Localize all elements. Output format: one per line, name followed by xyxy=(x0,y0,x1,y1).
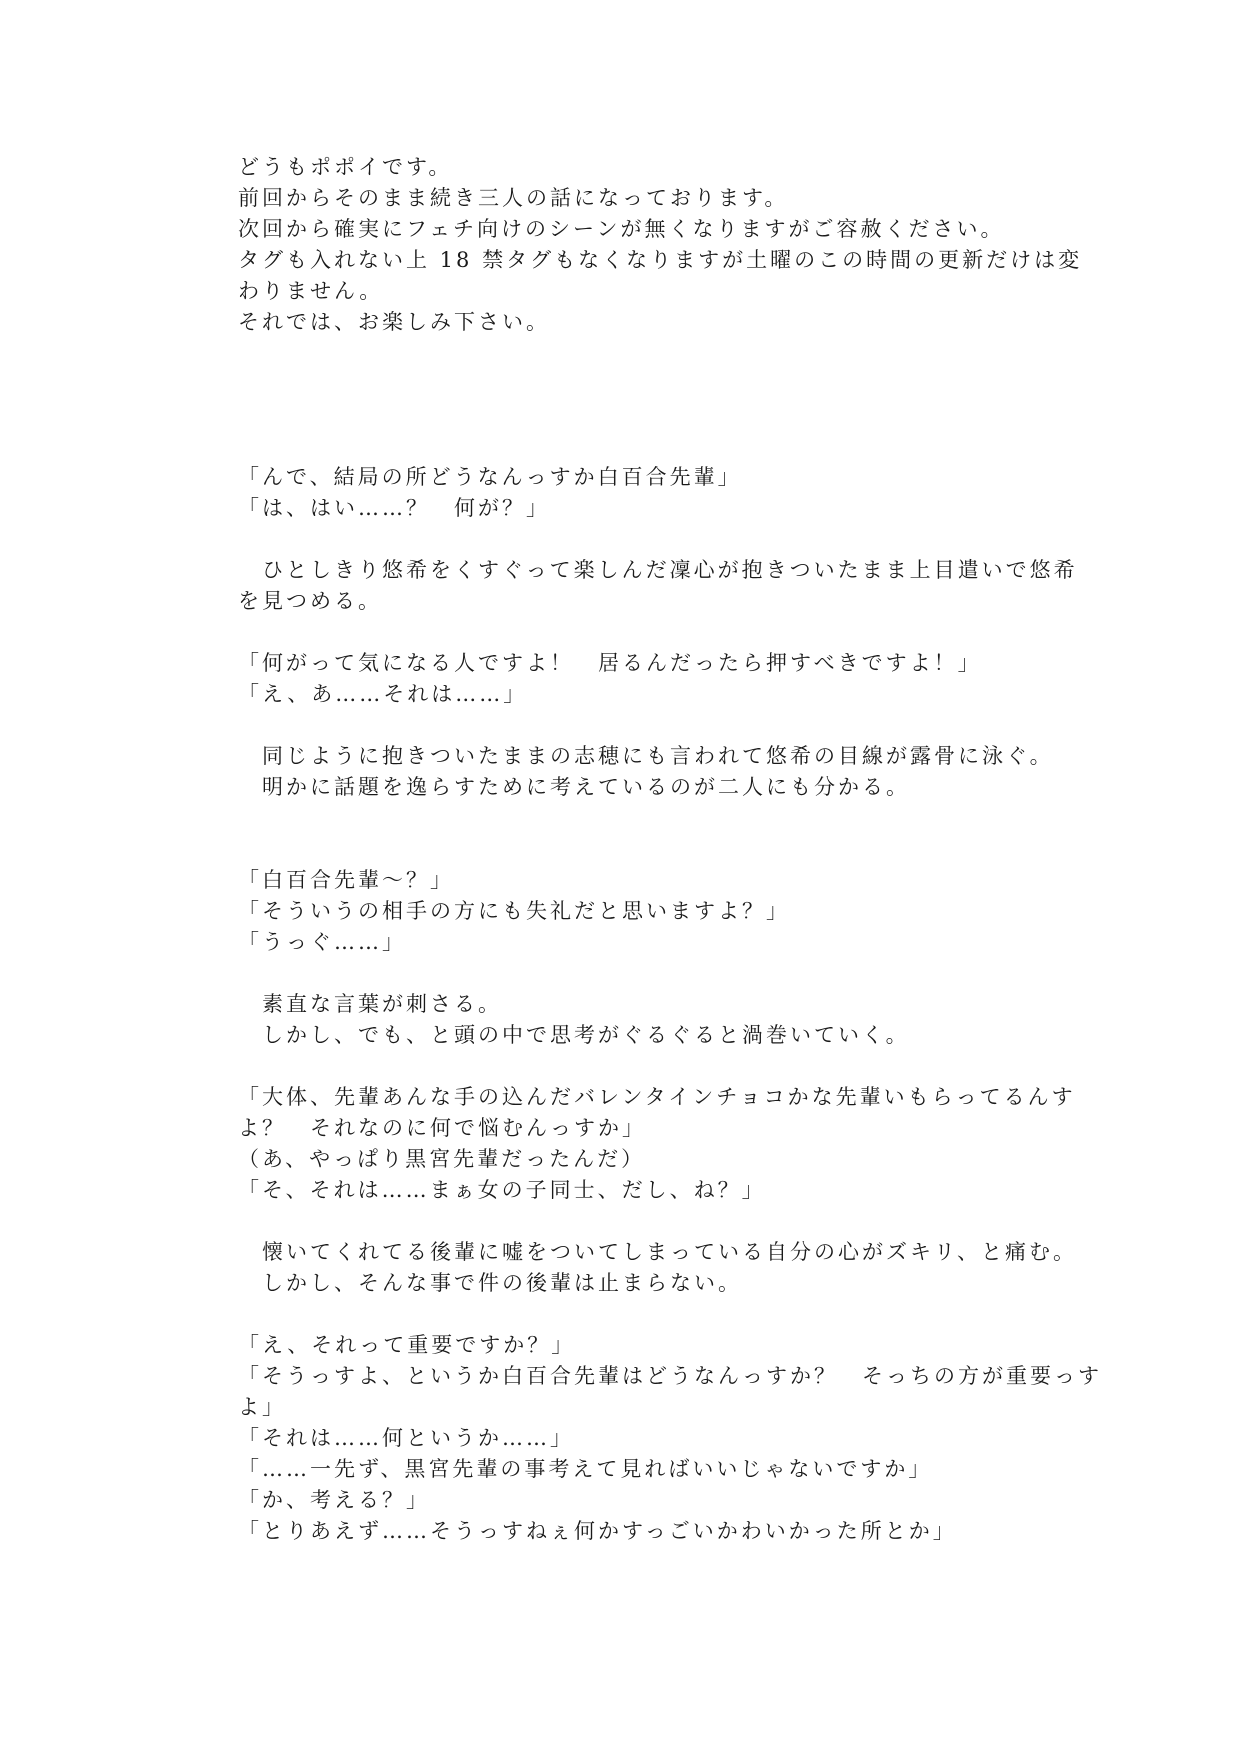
story-line: しかし、そんな事で件の後輩は止まらない。 xyxy=(238,1271,742,1295)
story-line xyxy=(238,1299,1013,1330)
story-line: ひとしきり悠希をくすぐって楽しんだ凜心が抱きついたまま上目遣いで悠希 xyxy=(238,558,1078,582)
story-line: 「とりあえず……そうっすねぇ何かすっごいかわいかった所とか」 xyxy=(238,1519,957,1543)
preface-section xyxy=(238,152,1083,338)
story-line: 同じように抱きついたままの志穂にも言われて悠希の目線が露骨に泳ぐ。 xyxy=(238,744,1054,768)
preface-line: わりません。 xyxy=(238,279,384,303)
story-line: 素直な言葉が刺さる。 xyxy=(238,992,502,1016)
story-line: よ」 xyxy=(238,1395,286,1419)
story-line: 「か、考える？」 xyxy=(238,1488,430,1512)
document-body xyxy=(238,152,1102,1547)
story-line: 「んで、結局の所どうなんっすか白百合先輩」 xyxy=(238,465,742,489)
story-line: 「は、はい……？ 何が？」 xyxy=(238,496,550,520)
story-line xyxy=(238,834,1013,865)
story-line: 「そうっすよ、というか白百合先輩はどうなんっすか？ そっちの方が重要っす xyxy=(238,1364,1102,1388)
story-line: 「そ、それは……まぁ女の子同士、だし、ね？」 xyxy=(238,1178,766,1202)
story-line: よ？ それなのに何で悩むんっすか」 xyxy=(238,1116,646,1140)
story-line xyxy=(238,617,1013,648)
story-line xyxy=(238,1051,1013,1082)
story-line: しかし、でも、と頭の中で思考がぐるぐると渦巻いていく。 xyxy=(238,1023,910,1047)
preface-line: 前回からそのまま続き三人の話になっております。 xyxy=(238,186,789,210)
story-line xyxy=(238,710,1013,741)
story-line: 「白百合先輩〜？」 xyxy=(238,868,454,892)
story-section xyxy=(238,462,1102,1547)
story-line xyxy=(238,958,1013,989)
story-line: 懐いてくれてる後輩に嘘をついてしまっている自分の心がズキリ、と痛む。 xyxy=(238,1240,1077,1264)
story-line: 「大体、先輩あんな手の込んだバレンタインチョコかな先輩いもらってるんす xyxy=(238,1085,1076,1109)
story-line: 「え、あ……それは……」 xyxy=(238,682,528,706)
story-line: （あ、やっぱり黒宮先輩だったんだ） xyxy=(238,1147,646,1171)
story-line: 「それは……何というか……」 xyxy=(238,1426,574,1450)
story-line: 明かに話題を逸らすために考えているのが二人にも分かる。 xyxy=(238,775,910,799)
story-line: 「何がって気になる人ですよ！ 居るんだったら押すべきですよ！」 xyxy=(238,651,982,675)
preface-line: それでは、お楽しみ下さい。 xyxy=(238,310,550,334)
story-line: 「うっぐ……」 xyxy=(238,930,406,954)
story-line xyxy=(238,1206,1013,1237)
story-line: を見つめる。 xyxy=(238,589,382,613)
section-spacer xyxy=(238,338,1013,462)
preface-line: どうもポポイです。 xyxy=(238,155,453,179)
story-line xyxy=(238,524,1013,555)
story-line: 「そういうの相手の方にも失礼だと思いますよ？」 xyxy=(238,899,790,923)
story-line: 「……一先ず、黒宮先輩の事考えて見ればいいじゃないですか」 xyxy=(238,1457,933,1481)
story-line xyxy=(238,803,1013,834)
preface-line: 次回から確実にフェチ向けのシーンが無くなりますがご容赦ください。 xyxy=(238,217,1005,241)
preface-line: タグも入れない上 18 禁タグもなくなりますが土曜のこの時間の更新だけは変 xyxy=(238,248,1083,272)
story-line: 「え、それって重要ですか？」 xyxy=(238,1333,576,1357)
